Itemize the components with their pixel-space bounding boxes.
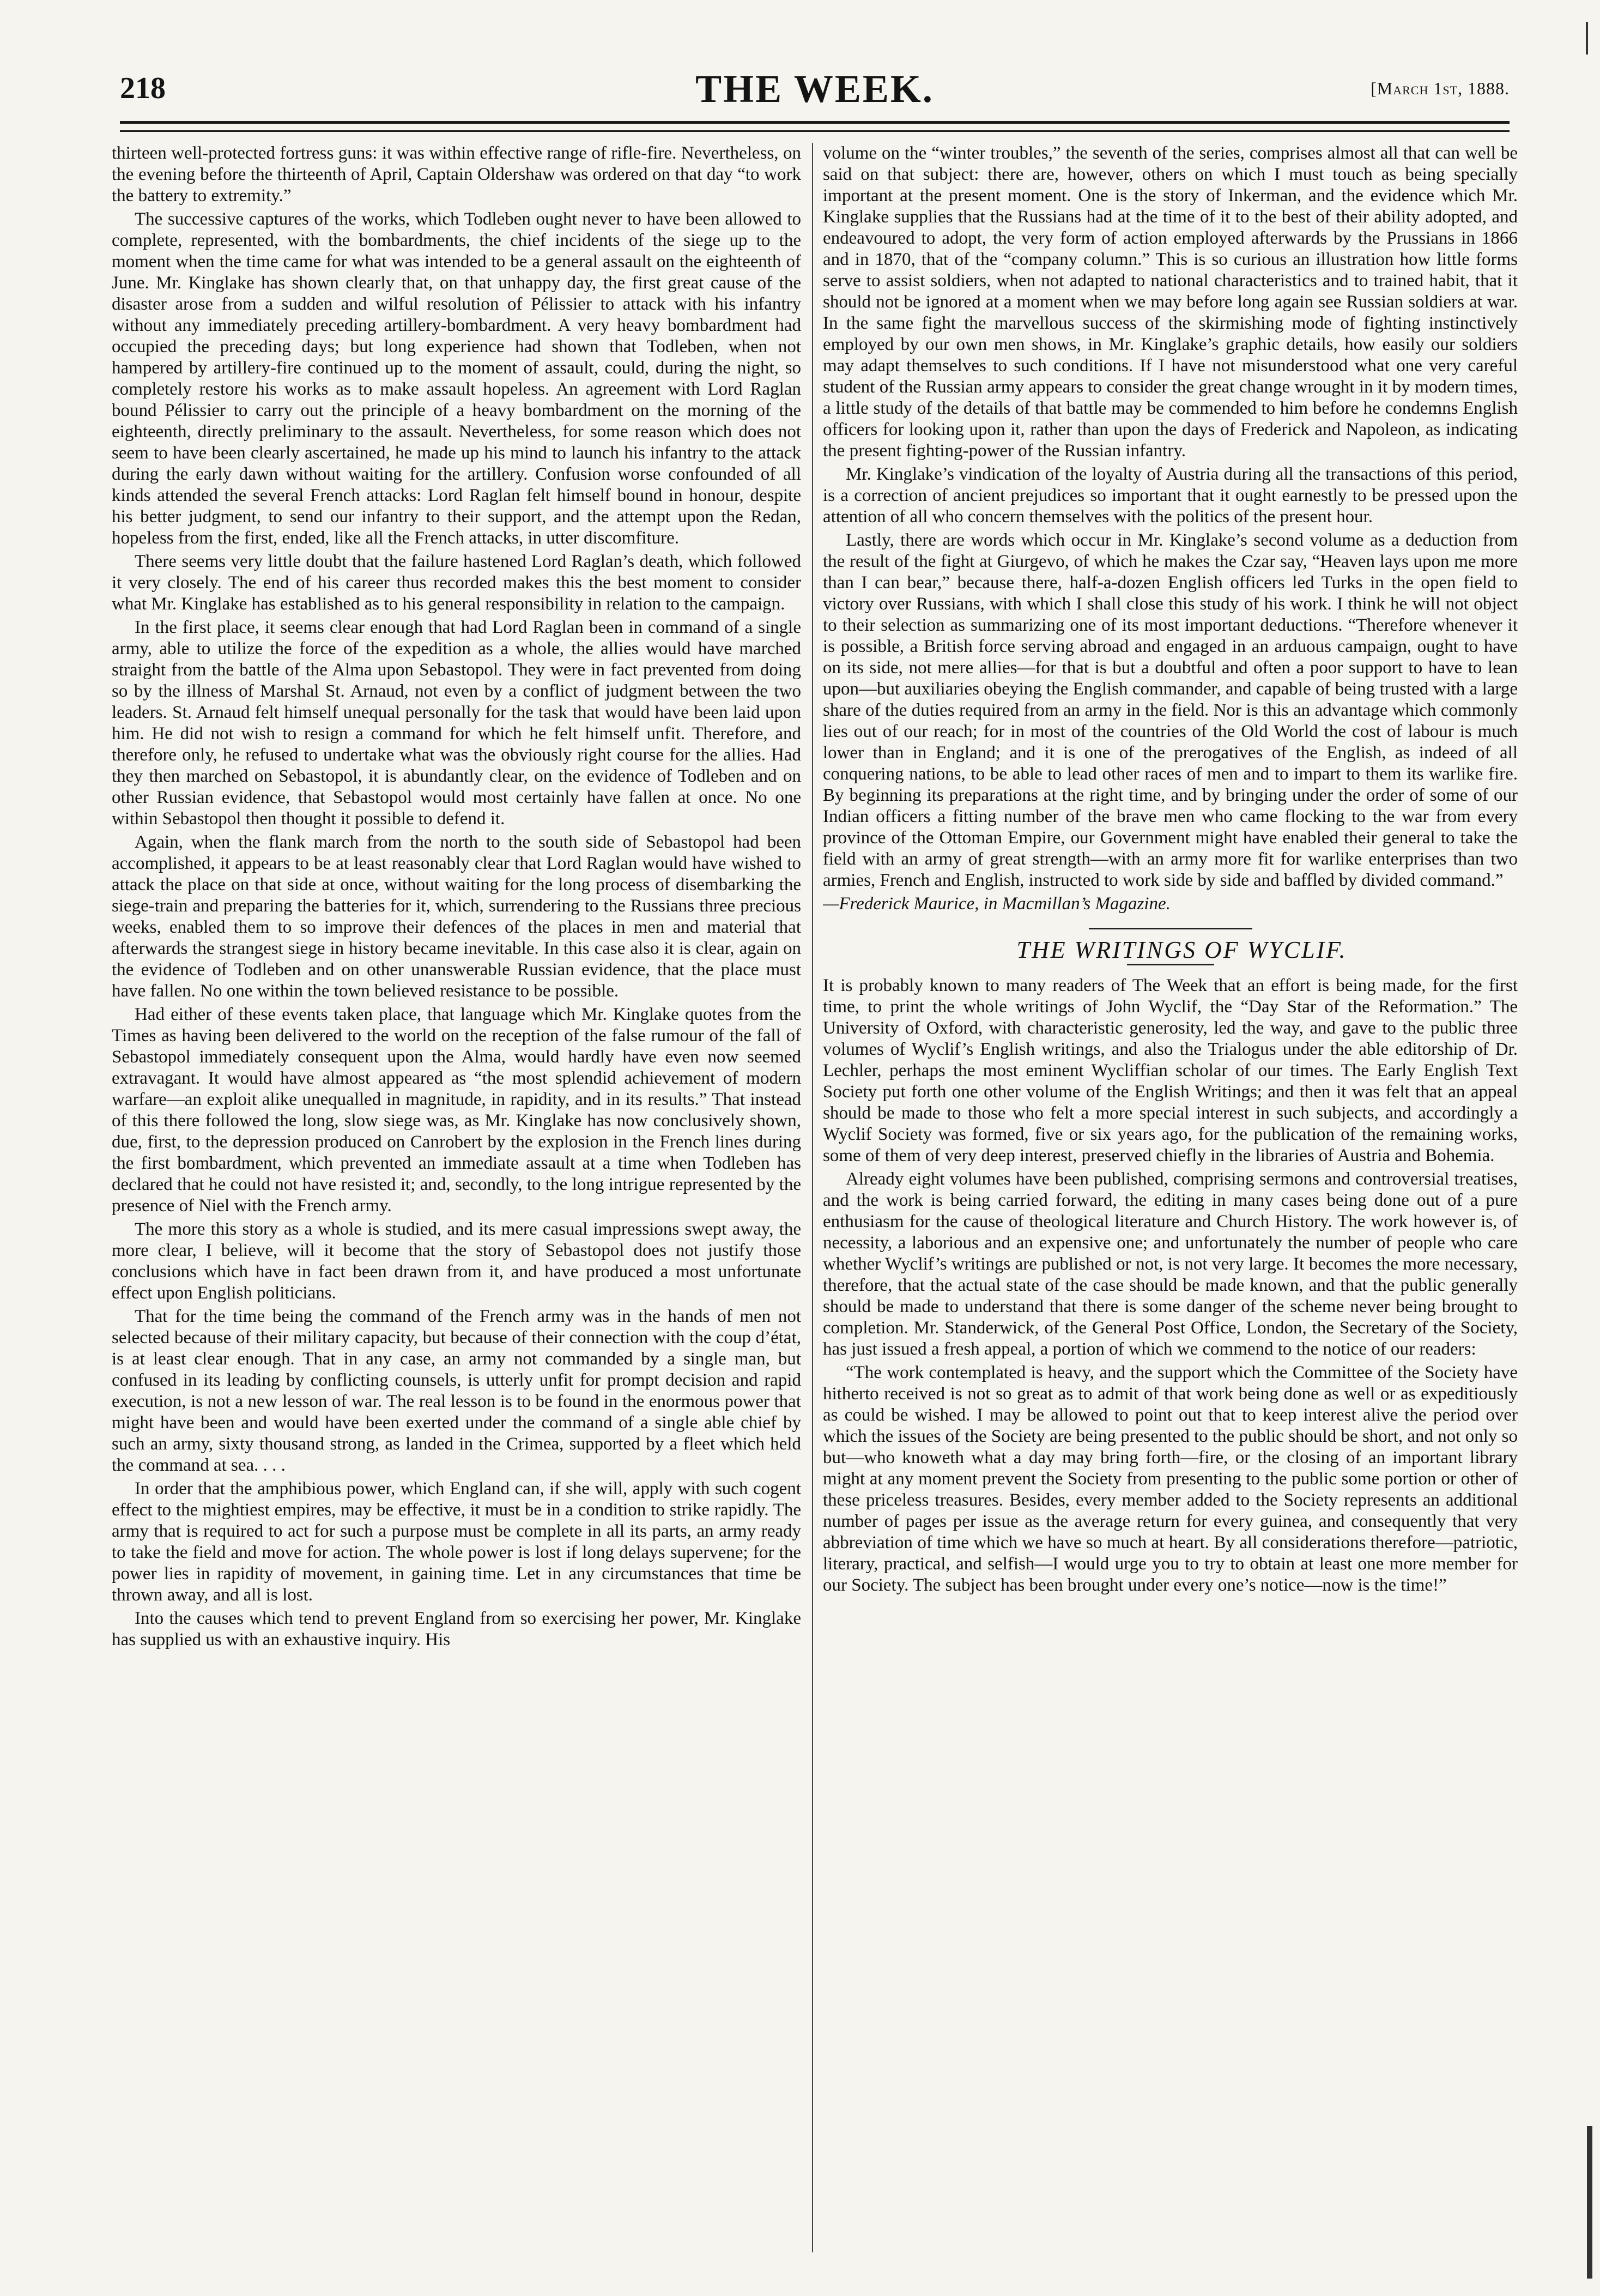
paragraph: volume on the “winter troubles,” the seventh of the series, comprises almost all that can well be said on that subject: there are, however, others on which I must touch as being specially important at the present moment. One is the story of Inkerman, and the evidence which Mr. Kinglake supplies that the Russians had at the time of it to the best of their ability adopted, and endeavoured to adopt, the very form of action employed afterwards by the Prussians in 1866 and in 1870, that of the “company column.” This is so curious an illustration how little forms serve to assist soldiers, when not adapted to national characteristics and to trained habit, that it should not be ignored at a moment when we may before long again see Russian soldiers at war. In the same fight the marvellous success of the skirmishing mode of fighting instinctively employed by our own men shows, in Mr. Kinglake’s graphic details, how easily our soldiers may adapt themselves to such conditions. If I have not misunderstood what one very careful student of the Russian army appears to consider the great change wrought in it by modern times, a little study of the details of that battle may be commended to him before he condemns English officers for looking upon it, rather than upon the days of Frederick and Napoleon, as indicating the present fighting-power of the Russian infantry. [823,143,1518,461]
masthead-title: THE WEEK. [695,67,934,111]
paragraph: There seems very little doubt that the failure hastened Lord Raglan’s death, which followed it very closely. The end of his career thus recorded makes this the best moment to consider what Mr. Kinglake has established as to his general responsibility in relation to the campaign. [112,552,801,614]
section-rule [1127,964,1214,965]
paragraph: That for the time being the command of the French army was in the hands of men not selected because of their military capacity, but because of their connection with the coup d’état, is at least clear enough. That in any case, an army not commanded by a single man, but confused in its leading by conflicting counsels, is utterly unfit for prompt decision and rapid execution, is not a new lesson of war. The real lesson is to be found in the enormous power that might have been and would have been exerted under the command of a single able chief by such an army, sixty thousand strong, as landed in the Crimea, supported by a fleet which held the command at sea. . . . [112,1307,801,1475]
page-number: 218 [120,71,166,105]
issue-date: [March 1st, 1888. [1371,78,1510,98]
article-attribution: —Frederick Maurice, in Macmillan’s Magazine. [823,894,1171,914]
right-column [823,143,1518,2252]
section-title: THE WRITINGS OF WYCLIF. [1016,936,1347,963]
header-rule [120,121,1510,132]
quoted-appeal: “The work contemplated is heavy, and the support which the Committee of the Society have hitherto received is not so great as to admit of that work being done as well or as expeditiously as could be wished. I may be allowed to point out that to keep interest alive the period over which the issues of the Society are being presented to the public should be short, and not only so but—who knoweth what a day may bring forth—fire, or the closing of an important library might at any moment prevent the Society from presenting to the public some portion or other of these priceless treasures. Besides, every member added to the Society represents an additional number of pages per issue as the average return for every guinea, and consequently that very abbreviation of time which we have so much at heart. By all considerations therefore—patriotic, literary, practical, and selfish—I would urge you to try to obtain at least one more member for our Society. The subject has been brought under every one’s notice—now is the time!” [823,1363,1518,1595]
scan-edge-mark [1587,2126,1592,2279]
paragraph: Had either of these events taken place, that language which Mr. Kinglake quotes from the Times as having been delivered to the world on the reception of the false rumour of the fall of Sebastopol immediately consequent upon the Alma, would hardly have even now seemed extravagant. It would have almost appeared as “the most splendid achievement of modern warfare—an exploit alike unequalled in magnitude, in rapidity, and in its results.” That instead of this there followed the long, slow siege was, as Mr. Kinglake has now conclusively shown, due, first, to the depression produced on Canrobert by the explosion in the French lines during the first bombardment, which prevented an immediate assault at a time when Todleben has declared that he could not have resisted it; and, secondly, to the long intrigue represented by the presence of Niel with the French army. [112,1005,801,1216]
paragraph: Again, when the flank march from the north to the south side of Sebastopol had been accomplished, it appears to be at least reasonably clear that Lord Raglan would have wished to attack the place on that side at once, without waiting for the long process of disembarking the siege-train and preparing the batteries for it, which, surrendering to the Russians three precious weeks, enabled them to so improve their defences of the places in men and material that afterwards the strangest siege in history became inevitable. In this case also it is clear, again on the evidence of Todleben and on other unanswerable Russian evidence, that the place must have fallen. No one within the town believed resistance to be possible. [112,832,801,1001]
paragraph: Mr. Kinglake’s vindication of the loyalty of Austria during all the transactions of this period, is a correction of ancient prejudices so important that it ought earnestly to be pressed upon the attention of all who concern themselves with the politics of the present hour. [823,464,1518,527]
paragraph: The successive captures of the works, which Todleben ought never to have been allowed to complete, represented, with the bombardments, the chief incidents of the siege up to the moment when the time came for what was intended to be a general assault on the eighteenth of June. Mr. Kinglake has shown clearly that, on that unhappy day, the first great cause of the disaster arose from a sudden and wilful resolution of Pélissier to attack with his infantry without any immediately preceding artillery-bombardment. A very heavy bombardment had occupied the preceding days; but long experience had shown that Todleben, when not hampered by artillery-fire continued up to the moment of assault, could, during the night, so completely restore his works as to make assault hopeless. An agreement with Lord Raglan bound Pélissier to carry out the principle of a heavy bombardment on the morning of the eighteenth, directly preliminary to the assault. Nevertheless, for some reason which does not seem to have been clearly ascertained, he made up his mind to launch his infantry to the attack during the early dawn without waiting for the artillery. Confusion worse confounded of all kinds attended the several French attacks: Lord Raglan felt himself bound in honour, despite his better judgment, to send our infantry to their support, and the attempt upon the Redan, hopeless from the first, ended, like all the French attacks, in utter discomfiture. [112,209,801,548]
paragraph: thirteen well-protected fortress guns: it was within effective range of rifle-fire. Nevertheless, on the evening before the thirteenth of April, Captain Oldershaw was ordered on that day “to work the battery to extremity.” [112,143,801,206]
scan-edge-mark [1586,22,1588,55]
left-column [112,143,801,2252]
section-rule [1089,928,1252,929]
paragraph: It is probably known to many readers of The Week that an effort is being made, for the first time, to print the whole writings of John Wyclif, the “Day Star of the Reformation.” The University of Oxford, with characteristic generosity, led the way, and gave to the public three volumes of Wyclif’s English writings, and also the Trialogus under the able editorship of Dr. Lechler, perhaps the most eminent Wycliffian scholar of our times. The Early English Text Society put forth one other volume of the English Writings; and then it was felt that an appeal should be made to those who felt a more special interest in such subjects, and accordingly a Wyclif Society was formed, five or six years ago, for the publication of the remaining works, some of them of very deep interest, preserved chiefly in the libraries of Austria and Bohemia. [823,976,1518,1165]
paragraph: Lastly, there are words which occur in Mr. Kinglake’s second volume as a deduction from the result of the fight at Giurgevo, of which he makes the Czar say, “Heaven lays upon me more than I can bear,” because there, half-a-dozen English officers led Turks in the open field to victory over Russians, with which I shall close this study of his work. I think he will not object to their selection as summarizing one of its most important deductions. “Therefore whenever it is possible, a British force serving abroad and engaged in an arduous campaign, ought to have on its side, not mere allies—for that is but a doubtful and often a poor support to have to lean upon—but auxiliaries obeying the English commander, and capable of being trusted with a large share of the duties required from an army in the field. Nor is this an advantage which commonly lies out of our reach; for in most of the countries of the Old World the cost of labour is much lower than in England; and it is one of the prerogatives of the English, as indeed of all conquering nations, to be able to lead other races of men and to impart to them its warlike fire. By beginning its preparations at the right time, and by bringing under the order of some of our Indian officers a fitting number of the brave men who came flocking to the war from every province of the Ottoman Empire, our Government might have enabled their general to take the field with an army of great strength—with an army more fit for warlike enterprises than two armies, French and English, instructed to work side by side and baffled by divided command.” [823,530,1518,890]
paragraph: Into the causes which tend to prevent England from so exercising her power, Mr. Kinglake has supplied us with an exhaustive inquiry. His [112,1609,801,1650]
paragraph: Already eight volumes have been published, comprising sermons and controversial treatises, and the work is being carried forward, the editing in many cases being done out of a pure enthusiasm for the cause of theological literature and Church History. The work however is, of necessity, a laborious and an expensive one; and unfortunately the number of people who care whether Wyclif’s writings are published or not, is not very large. It becomes the more necessary, therefore, that the actual state of the case should be made known, and that the public generally should be made to understand that there is some danger of the scheme never being brought to completion. Mr. Standerwick, of the General Post Office, London, the Secretary of the Society, has just issued a fresh appeal, a portion of which we commend to the notice of our readers: [823,1169,1518,1359]
column-divider [812,143,813,2252]
paragraph: In order that the amphibious power, which England can, if she will, apply with such cogent effect to the mightiest empires, may be effective, it must be in a condition to strike rapidly. The army that is required to act for such a purpose must be complete in all its parts, an army ready to take the field and move for action. The whole power is lost if long delays supervene; for the power lies in rapidity of movement, in gaining time. Let in any circumstances that time be thrown away, and all is lost. [112,1479,801,1605]
paragraph: The more this story as a whole is studied, and its mere casual impressions swept away, the more clear, I believe, will it become that the story of Sebastopol does not justify those conclusions which have in fact been drawn from it, and have produced a most unfortunate effect upon English politicians. [112,1219,801,1303]
page-header [120,67,1510,114]
paragraph: In the first place, it seems clear enough that had Lord Raglan been in command of a single army, able to utilize the force of the expedition as a whole, the allies would have marched straight from the battle of the Alma upon Sebastopol. They were in fact prevented from doing so by the illness of Marshal St. Arnaud, not even by a conflict of judgment between the two leaders. St. Arnaud felt himself unequal personally for the task that would have been laid upon him. He did not wish to resign a command for which he felt himself unfit. Therefore, and therefore only, he refused to undertake what was the obviously right course for the allies. Had they then marched on Sebastopol, it is abundantly clear, on the evidence of Todleben and on other Russian evidence, that Sebastopol would most certainly have fallen at once. No one within Sebastopol then thought it possible to defend it. [112,618,801,829]
